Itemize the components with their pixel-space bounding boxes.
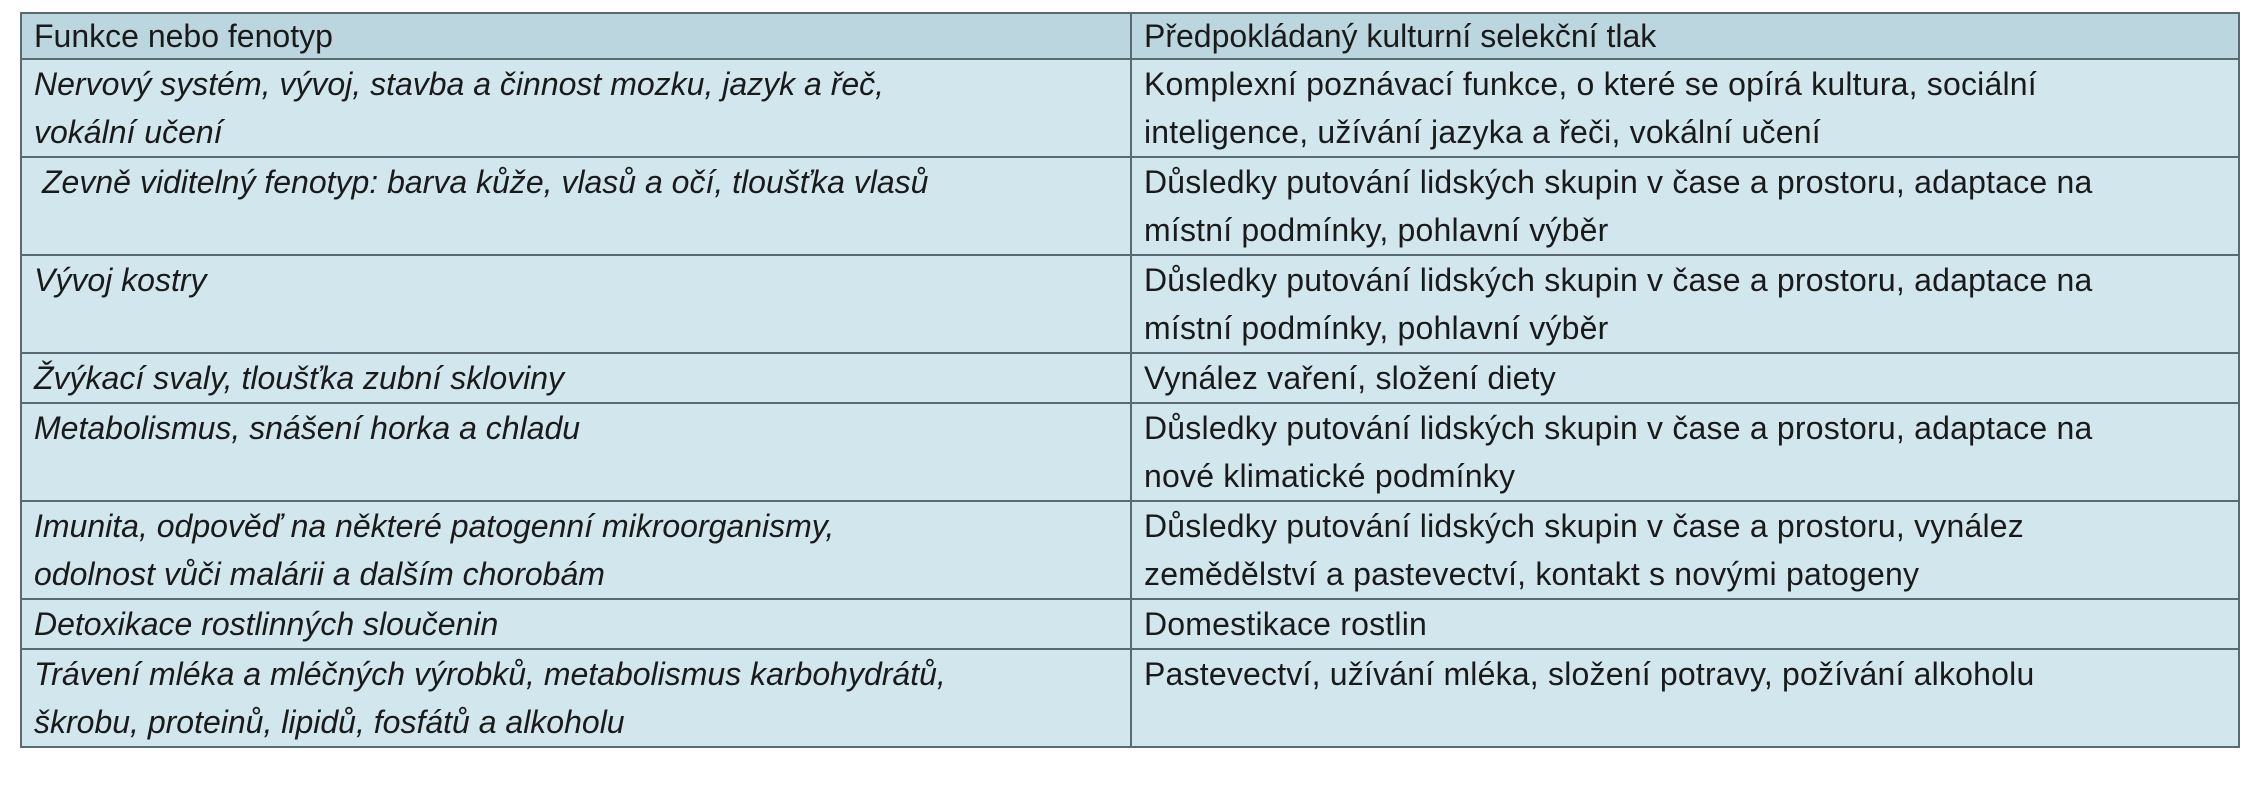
pressure-line: místní podmínky, pohlavní výběr — [1144, 212, 1609, 248]
table-header-row — [21, 13, 2239, 59]
pressure-line: Důsledky putování lidských skupin v čase a prostoru, adaptace na — [1144, 410, 2093, 446]
function-cell — [21, 59, 1131, 157]
pressure-cell — [1131, 59, 2239, 157]
pressure-cell — [1131, 353, 2239, 403]
pressure-cell — [1131, 599, 2239, 649]
header-function: Funkce nebo fenotyp — [21, 13, 1131, 59]
table-row — [21, 157, 2239, 255]
pressure-cell — [1131, 157, 2239, 255]
table-row — [21, 255, 2239, 353]
function-line: Imunita, odpověď na některé patogenní mikroorganismy, — [34, 508, 835, 544]
function-line: Žvýkací svaly, tloušťka zubní skloviny — [34, 360, 565, 396]
pressure-cell — [1131, 501, 2239, 599]
table-row — [21, 403, 2239, 501]
pressure-cell — [1131, 255, 2239, 353]
function-cell — [21, 649, 1131, 747]
table-row — [21, 501, 2239, 599]
function-line: odolnost vůči malárii a dalším chorobám — [34, 556, 605, 592]
table-row — [21, 649, 2239, 747]
pressure-line: Vynález vaření, složení diety — [1144, 360, 1556, 396]
pressure-line: nové klimatické podmínky — [1144, 458, 1516, 494]
table-row — [21, 59, 2239, 157]
function-cell — [21, 255, 1131, 353]
pressure-line: Důsledky putování lidských skupin v čase a prostoru, adaptace na — [1144, 262, 2093, 298]
function-cell — [21, 599, 1131, 649]
pressure-line: Domestikace rostlin — [1144, 606, 1428, 642]
function-cell — [21, 501, 1131, 599]
function-line: Zevně viditelný fenotyp: barva kůže, vlasů a očí, tloušťka vlasů — [42, 164, 929, 200]
pressure-line: Důsledky putování lidských skupin v čase a prostoru, vynález — [1144, 508, 2024, 544]
function-line: škrobu, proteinů, lipidů, fosfátů a alkoholu — [34, 704, 625, 740]
pressure-line: inteligence, užívání jazyka a řeči, vokální učení — [1144, 114, 1821, 150]
function-cell — [21, 403, 1131, 501]
header-pressure: Předpokládaný kulturní selekční tlak — [1131, 13, 2239, 59]
pressure-line: místní podmínky, pohlavní výběr — [1144, 310, 1609, 346]
pressure-line: Komplexní poznávací funkce, o které se opírá kultura, sociální — [1144, 66, 2037, 102]
pressure-line: Pastevectví, užívání mléka, složení potravy, požívání alkoholu — [1144, 656, 2035, 692]
pressure-line: zemědělství a pastevectví, kontakt s novými patogeny — [1144, 556, 1920, 592]
function-line: Vývoj kostry — [34, 262, 207, 298]
function-line: Trávení mléka a mléčných výrobků, metabolismus karbohydrátů, — [34, 656, 946, 692]
pressure-cell — [1131, 649, 2239, 747]
pressure-cell — [1131, 403, 2239, 501]
pressure-line: Důsledky putování lidských skupin v čase a prostoru, adaptace na — [1144, 164, 2093, 200]
function-line: Detoxikace rostlinných sloučenin — [34, 606, 499, 642]
phenotype-selection-table — [20, 12, 2240, 748]
function-line: Nervový systém, vývoj, stavba a činnost mozku, jazyk a řeč, — [34, 66, 885, 102]
function-cell — [21, 157, 1131, 255]
function-line: Metabolismus, snášení horka a chladu — [34, 410, 581, 446]
function-line: vokální učení — [34, 114, 223, 150]
table-row — [21, 599, 2239, 649]
table-row — [21, 353, 2239, 403]
function-cell — [21, 353, 1131, 403]
